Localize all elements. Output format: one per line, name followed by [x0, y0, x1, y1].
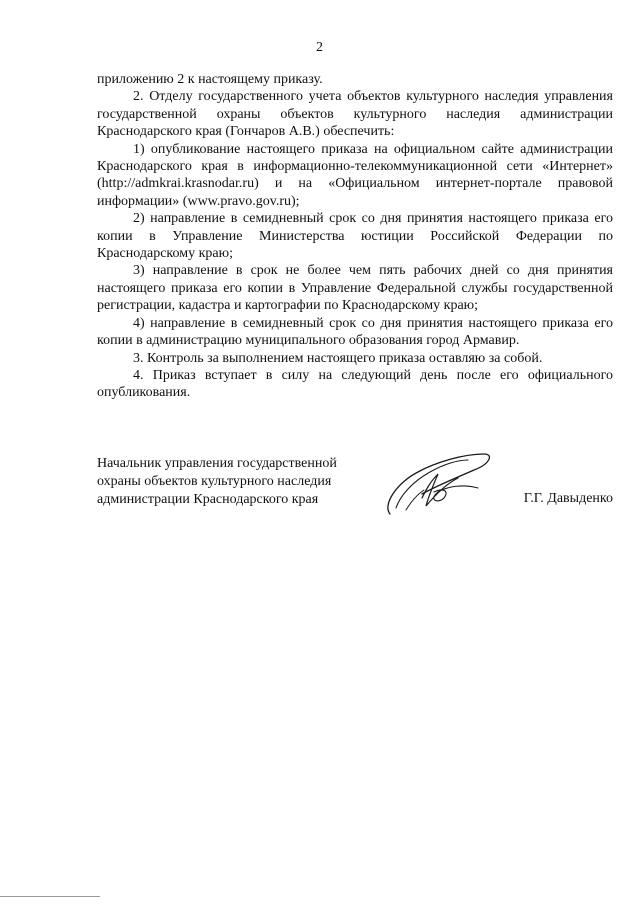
- order-text: [97, 71, 613, 402]
- signatory-title: [97, 455, 337, 509]
- paragraph-item-4: 4. Приказ вступает в силу на следующий день после его официального опубликования.: [97, 367, 613, 401]
- paragraph-subitem-1: 1) опубликование настоящего приказа на официальном сайте администрации Краснодарского края в информационно-телекоммуникационной сети «Интернет» (http://admkrai.krasnodar.ru) и на «Официальном интернет-портале правовой информации» (www.pravo.gov.ru);: [97, 141, 613, 209]
- paragraph-subitem-3: 3) направление в срок не более чем пять рабочих дней со дня принятия настоящего приказа его копии в Управление Федеральной службы государственной регистрации, кадастра и картографии по Краснодарскому краю;: [97, 263, 613, 314]
- signatory-title-line: Начальник управления государственной: [97, 456, 337, 471]
- page-number: 2: [316, 40, 323, 55]
- signatory-name: Г.Г. Давыденко: [523, 491, 613, 506]
- paragraph-continuation: приложению 2 к настоящему приказу.: [97, 72, 323, 87]
- paragraph-subitem-2: 2) направление в семидневный срок со дня принятия настоящего приказа его копии в Управление Министерства юстиции Российской Федерации по Краснодарскому краю;: [97, 211, 613, 262]
- paragraph-item-2: 2. Отделу государственного учета объектов культурного наследия управления государственной охраны объектов культурного наследия администрации Краснодарского края (Гончаров А.В.) обеспечить:: [97, 89, 613, 140]
- paragraph-item-3: 3. Контроль за выполнением настоящего приказа оставляю за собой.: [133, 350, 543, 366]
- handwritten-signature: [378, 448, 496, 520]
- signatory-title-line: администрации Краснодарского края: [97, 492, 319, 507]
- signatory-title-line: охраны объектов культурного наследия: [97, 474, 332, 489]
- footer-divider: [0, 896, 100, 897]
- paragraph-subitem-4: 4) направление в семидневный срок со дня принятия настоящего приказа его копии в администрацию муниципального образования город Армавир.: [97, 315, 613, 349]
